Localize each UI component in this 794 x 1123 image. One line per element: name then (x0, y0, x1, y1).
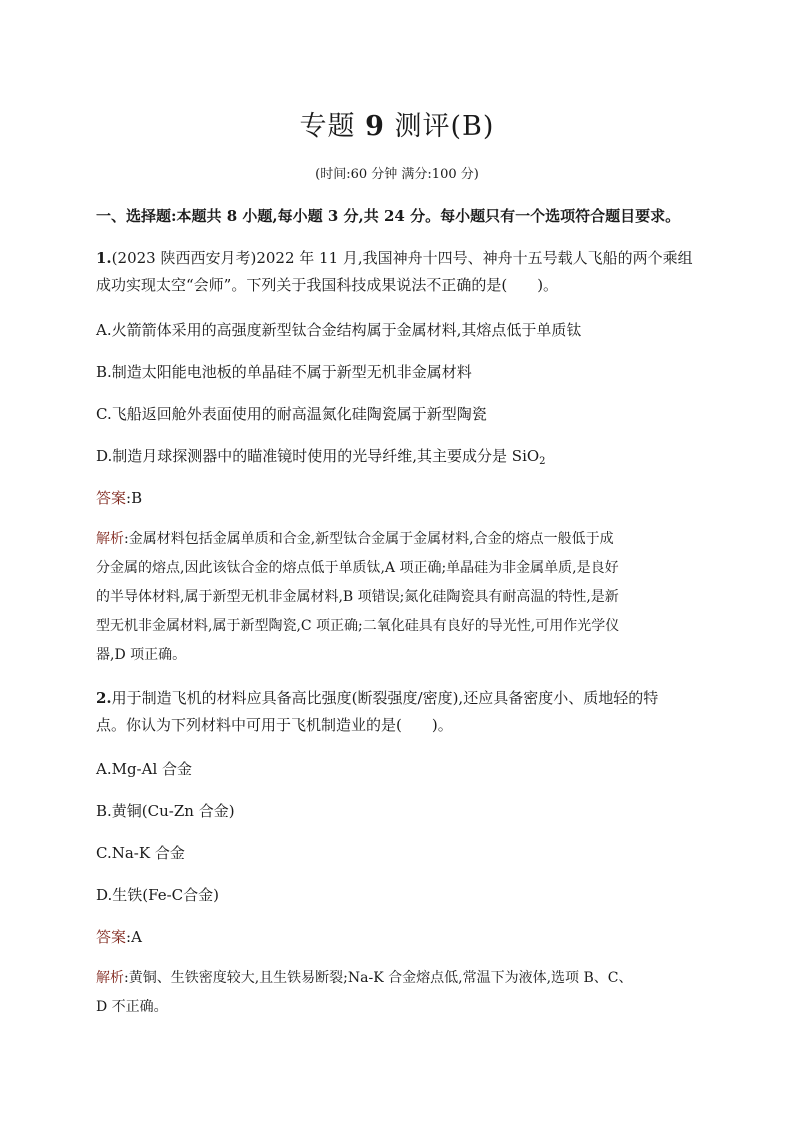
question-1-line-1 (96, 247, 706, 268)
title-prefix: 专题 (299, 111, 366, 142)
question-2-line-2: 点。你认为下列材料中可用于飞机制造业的是( )。 (96, 716, 453, 734)
question-1-explanation-line-2: 分金属的熔点,因此该钛合金的熔点低于单质钛,A 项正确;单晶硅为非金属单质,是良好 (96, 560, 619, 576)
question-2-text-1: 用于制造飞机的材料应具备高比强度(断裂强度/密度),还应具备密度小、质地轻的特 (111, 689, 659, 707)
question-1-line-2: 成功实现太空“会师”。下列关于我国科技成果说法不正确的是( )。 (96, 276, 559, 294)
question-1-explanation-line-3: 的半导体材料,属于新型无机非金属材料,B 项错误;氮化硅陶瓷具有耐高温的特性,是新 (96, 589, 619, 605)
explanation-text: :金属材料包括金属单质和合金,新型钛合金属于金属材料,合金的熔点一般低于成 (124, 531, 614, 547)
question-2-explanation-line-1 (96, 967, 706, 987)
subscript-2: 2 (539, 456, 546, 467)
title-suffix: 测评(B) (384, 111, 495, 142)
answer-value: :B (126, 489, 143, 507)
answer-value: :A (126, 928, 142, 946)
question-2-answer (96, 926, 706, 947)
question-1-number: 1. (96, 249, 112, 267)
question-1-option-b: B.制造太阳能电池板的单晶硅不属于新型无机非金属材料 (96, 363, 472, 381)
page-title (0, 104, 794, 143)
answer-label: 答案 (96, 489, 127, 507)
question-2-option-c: C.Na-K 合金 (96, 844, 185, 862)
explanation-text: :黄铜、生铁密度较大,且生铁易断裂;Na-K 合金熔点低,常温下为液体,选项 B、C、 (124, 970, 633, 986)
question-1-text-1: (2023 陕西西安月考)2022 年 11 月,我国神舟十四号、神舟十五号载人飞船的两个乘组 (111, 249, 693, 267)
explanation-label: 解析 (96, 970, 124, 986)
question-1-explanation-line-5: 器,D 项正确。 (96, 647, 187, 663)
section-heading: 一、选择题:本题共 8 小题,每小题 3 分,共 24 分。每小题只有一个选项符合题目要求。 (96, 207, 681, 225)
question-2-line-1 (96, 687, 706, 708)
question-2-number: 2. (96, 689, 112, 707)
question-2-option-b: B.黄铜(Cu-Zn 合金) (96, 802, 235, 820)
question-2-explanation-line-2: D 不正确。 (96, 999, 168, 1015)
question-2-option-d: D.生铁(Fe-C合金) (96, 886, 219, 904)
question-1-explanation-line-1 (96, 528, 706, 548)
question-1-option-a: A.火箭箭体采用的高强度新型钛合金结构属于金属材料,其熔点低于单质钛 (96, 321, 582, 339)
question-1-answer (96, 487, 706, 508)
question-1-explanation-line-4: 型无机非金属材料,属于新型陶瓷,C 项正确;二氧化硅具有良好的导光性,可用作光学仪 (96, 618, 620, 634)
answer-label: 答案 (96, 928, 127, 946)
question-2-option-a: A.Mg-Al 合金 (96, 760, 193, 778)
question-1-option-d-text: D.制造月球探测器中的瞄准镜时使用的光导纤维,其主要成分是 SiO (96, 447, 540, 465)
question-1-option-d (96, 445, 706, 467)
question-1-option-c: C.飞船返回舱外表面使用的耐高温氮化硅陶瓷属于新型陶瓷 (96, 405, 487, 423)
title-number: 9 (365, 111, 385, 142)
exam-info: (时间:60 分钟 满分:100 分) (315, 167, 479, 182)
explanation-label: 解析 (96, 531, 124, 547)
